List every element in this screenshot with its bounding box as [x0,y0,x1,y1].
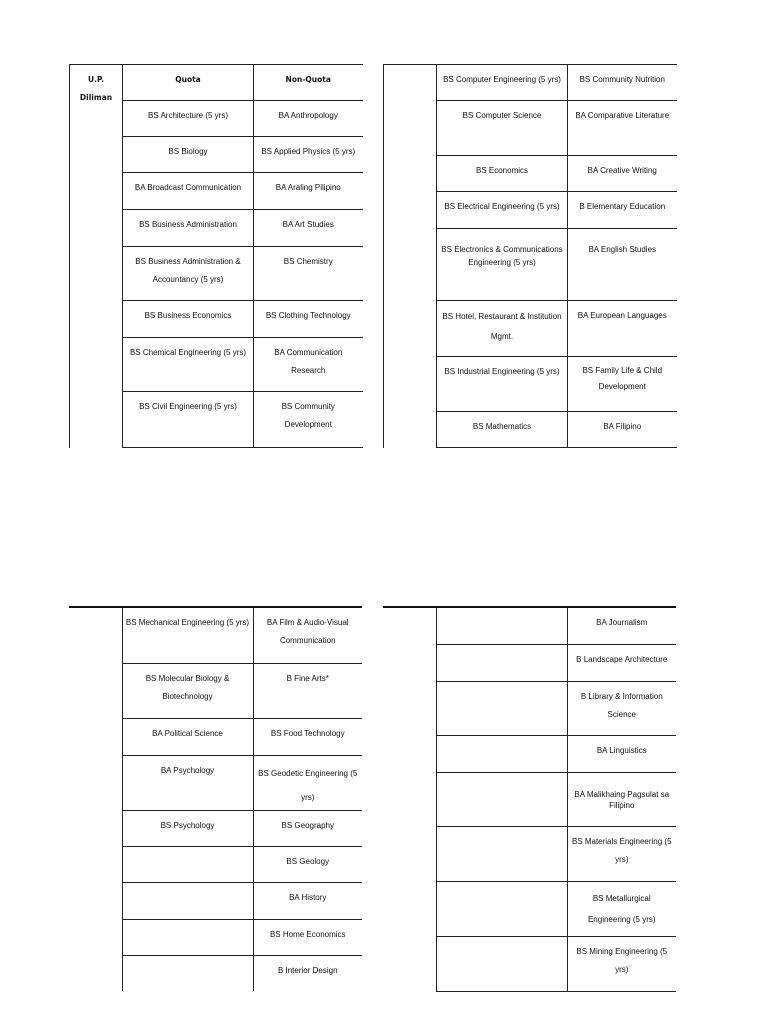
quota-program-empty [436,772,567,826]
quota-program-empty [436,607,567,644]
quota-program: BS Business Administration & Accountancy (5 yrs) [123,247,254,301]
quota-program: BS Hotel, Restaurant & Institution Mgmt. [437,301,568,357]
quota-header: Quota [123,65,254,101]
quota-program: BS Business Economics [123,301,254,338]
non-quota-program: BA Filipino [568,412,677,448]
non-quota-program: B Library & Information Science [567,681,676,735]
program-table-3 [69,606,362,991]
non-quota-program: BS Home Economics [253,919,362,955]
quota-program-empty [436,735,567,772]
non-quota-program: BA Creative Writing [568,156,677,192]
quota-program-empty [122,882,253,919]
campus-column [384,65,437,448]
non-quota-program: BA Anthropology [254,101,363,137]
non-quota-program: BA Araling Pilipino [254,173,363,210]
non-quota-program: BA Journalism [567,607,676,644]
program-table-1 [69,64,363,448]
non-quota-program: BA Malikhaing Pagsulat sa Filipino [567,772,676,826]
non-quota-program: B Elementary Education [568,192,677,229]
non-quota-program: BA History [253,882,362,919]
quota-program: BS Molecular Biology & Biotechnology [122,663,253,718]
quota-program: BS Biology [123,137,254,173]
non-quota-program: BA Comparative Literature [568,101,677,156]
non-quota-program: BA Linguistics [567,735,676,772]
non-quota-program: BS Community Development [254,392,363,448]
non-quota-program: BS Chemistry [254,247,363,301]
quota-program-empty [436,826,567,881]
non-quota-program: BA Film & Audio-Visual Communication [253,607,362,663]
campus-column [383,607,436,991]
quota-program: BS Psychology [122,810,253,846]
quota-program: BA Broadcast Communication [123,173,254,210]
non-quota-program: BA Art Studies [254,210,363,247]
non-quota-program: B Landscape Architecture [567,644,676,681]
non-quota-program: BS Geography [253,810,362,846]
quota-program: BS Electrical Engineering (5 yrs) [437,192,568,229]
quota-program-empty [436,681,567,735]
non-quota-program: BS Metallurgical Engineering (5 yrs) [567,881,676,936]
non-quota-program: BS Community Nutrition [568,65,677,101]
quota-program-empty [436,936,567,991]
non-quota-program: BS Clothing Technology [254,301,363,338]
campus-column [69,607,122,991]
non-quota-program: BS Geology [253,846,362,882]
campus-label: U.P. Diliman [70,65,123,448]
non-quota-program: BS Applied Physics (5 yrs) [254,137,363,173]
quota-program: BS Business Administration [123,210,254,247]
non-quota-program: BS Family Life & Child Development [568,357,677,412]
quota-program: BS Civil Engineering (5 yrs) [123,392,254,448]
non-quota-program: B Interior Design [277,965,338,975]
quota-program: BS Chemical Engineering (5 yrs) [123,338,254,392]
quota-program: BS Mechanical Engineering (5 yrs) [122,607,253,663]
program-table-2 [383,64,677,448]
quota-program: BS Industrial Engineering (5 yrs) [437,357,568,412]
non-quota-program: BA European Languages [568,301,677,357]
quota-program-empty [122,955,253,991]
quota-program-empty [122,919,253,955]
quota-program: BA Psychology [122,755,253,810]
quota-program: BS Electronics & Communications Engineering (5 yrs) [437,229,568,301]
quota-program: BS Computer Engineering (5 yrs) [437,65,568,101]
non-quota-program: BS Mining Engineering (5 yrs) [567,936,676,991]
non-quota-program: BS Materials Engineering (5 yrs) [567,826,676,881]
quota-program-empty [436,881,567,936]
program-table-4 [383,606,676,992]
quota-program: BS Computer Science [437,101,568,156]
non-quota-program: BA English Studies [568,229,677,301]
non-quota-program: B Fine Arts* [253,663,362,718]
quota-program: BS Architecture (5 yrs) [123,101,254,137]
quota-program-empty [436,644,567,681]
non-quota-program: BS Food Technology [253,718,362,755]
non-quota-program: BS Geodetic Engineering (5 yrs) [253,755,362,810]
quota-program: BA Political Science [122,718,253,755]
quota-program-empty [122,846,253,882]
non-quota-program: BA Communication Research [254,338,363,392]
quota-program: BS Mathematics [437,412,568,448]
quota-program: BS Economics [437,156,568,192]
non-quota-header: Non-Quota [254,65,363,101]
